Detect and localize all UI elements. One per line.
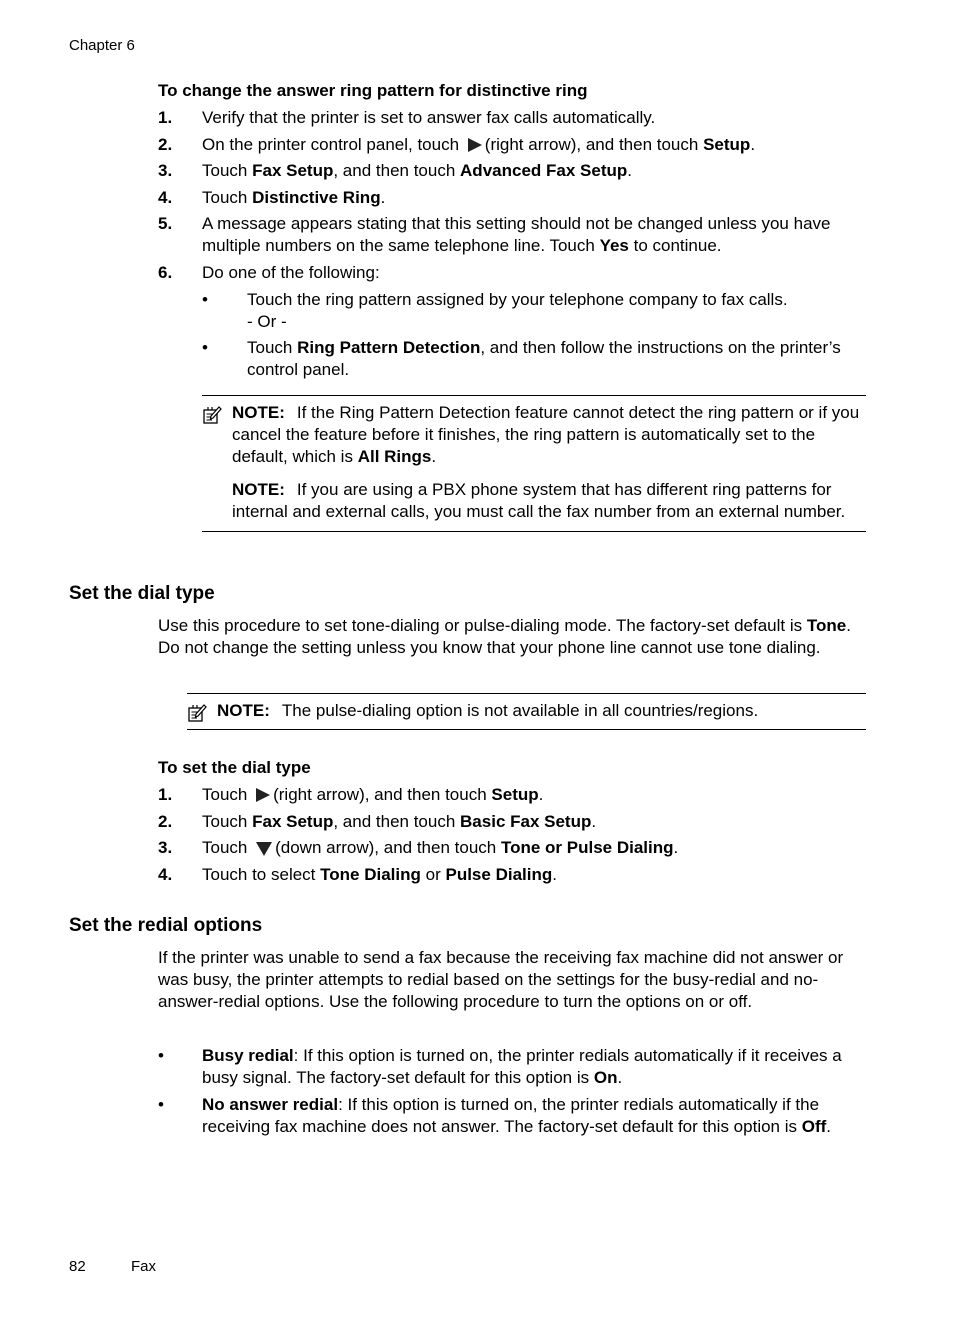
list-item: • No answer redial: If this option is turned on, the printer redials automatically if the receiving fax machine does not answer. The factory-set default for this option is Off.	[158, 1095, 832, 1136]
right-arrow-icon	[256, 788, 270, 802]
dial-type-note-box	[187, 693, 866, 730]
list-item: 2. On the printer control panel, touch (right arrow), and then touch Setup.	[158, 134, 756, 154]
ring-procedure-steps	[158, 107, 878, 385]
dial-type-intro: Use this procedure to set tone-dialing or pulse-dialing mode. The factory-set default is Tone. Do not change the setting unless you know that your phone line cannot use tone dialing.	[158, 616, 851, 657]
ring-procedure-title: To change the answer ring pattern for distinctive ring	[158, 81, 588, 100]
chapter-header: Chapter 6	[69, 37, 135, 54]
list-item: • Touch the ring pattern assigned by your telephone company to fax calls. - Or -	[202, 289, 788, 331]
ring-notes-box	[202, 395, 866, 532]
note-icon	[187, 703, 207, 723]
right-arrow-icon	[468, 138, 482, 152]
page-number: 82	[69, 1258, 86, 1275]
list-item: 5. A message appears stating that this setting should not be changed unless you have multiple numbers on the same telephone line. Touch Yes to continue.	[158, 214, 831, 255]
list-item: • Busy redial: If this option is turned on, the printer redials automatically if it receives a busy signal. The factory-set default for this option is On.	[158, 1046, 842, 1087]
list-item: 4. Touch Distinctive Ring.	[158, 187, 386, 207]
list-item: 6. Do one of the following: • Touch the ring pattern assigned by your telephone company to fax calls. - Or - • Touch Ring Pattern Detection, and then follow the instructions on the printer’s control panel.	[158, 262, 878, 381]
list-item: 4. Touch to select Tone Dialing or Pulse Dialing.	[158, 864, 557, 884]
down-arrow-icon	[256, 842, 272, 856]
list-item: 1. Verify that the printer is set to answer fax calls automatically.	[158, 108, 656, 127]
footer-section: Fax	[131, 1258, 157, 1275]
list-item: 2. Touch Fax Setup, and then touch Basic Fax Setup.	[158, 811, 597, 831]
dial-type-steps	[158, 784, 878, 890]
list-item: • Touch Ring Pattern Detection, and then follow the instructions on the printer’s control panel.	[202, 337, 841, 379]
note: NOTE: If you are using a PBX phone system that has different ring patterns for internal and external calls, you must call the fax number from an external number.	[232, 480, 846, 521]
redial-heading: Set the redial options	[69, 915, 263, 936]
redial-options-list	[158, 1045, 868, 1143]
list-item: 3. Touch Fax Setup, and then touch Advanced Fax Setup.	[158, 161, 632, 180]
note-icon	[202, 405, 222, 425]
list-item: 3. Touch (down arrow), and then touch Tone or Pulse Dialing.	[158, 838, 679, 857]
list-item: 1. Touch (right arrow), and then touch Setup.	[158, 785, 544, 804]
note: NOTE: If the Ring Pattern Detection feature cannot detect the ring pattern or if you cancel the feature before it finishes, the ring pattern is automatically set to the default, which is All Rings.	[202, 402, 866, 468]
ring-options-list	[202, 289, 878, 381]
redial-intro: If the printer was unable to send a fax because the receiving fax machine did not answer or was busy, the printer attempts to redial based on the settings for the busy-redial and no-answer-redial options. Use the following procedure to turn the options on or off.	[158, 948, 844, 1011]
page-footer	[69, 1258, 157, 1275]
note: NOTE: The pulse-dialing option is not available in all countries/regions.	[187, 700, 866, 722]
dial-type-procedure-title: To set the dial type	[158, 758, 311, 777]
dial-type-heading: Set the dial type	[69, 583, 215, 604]
